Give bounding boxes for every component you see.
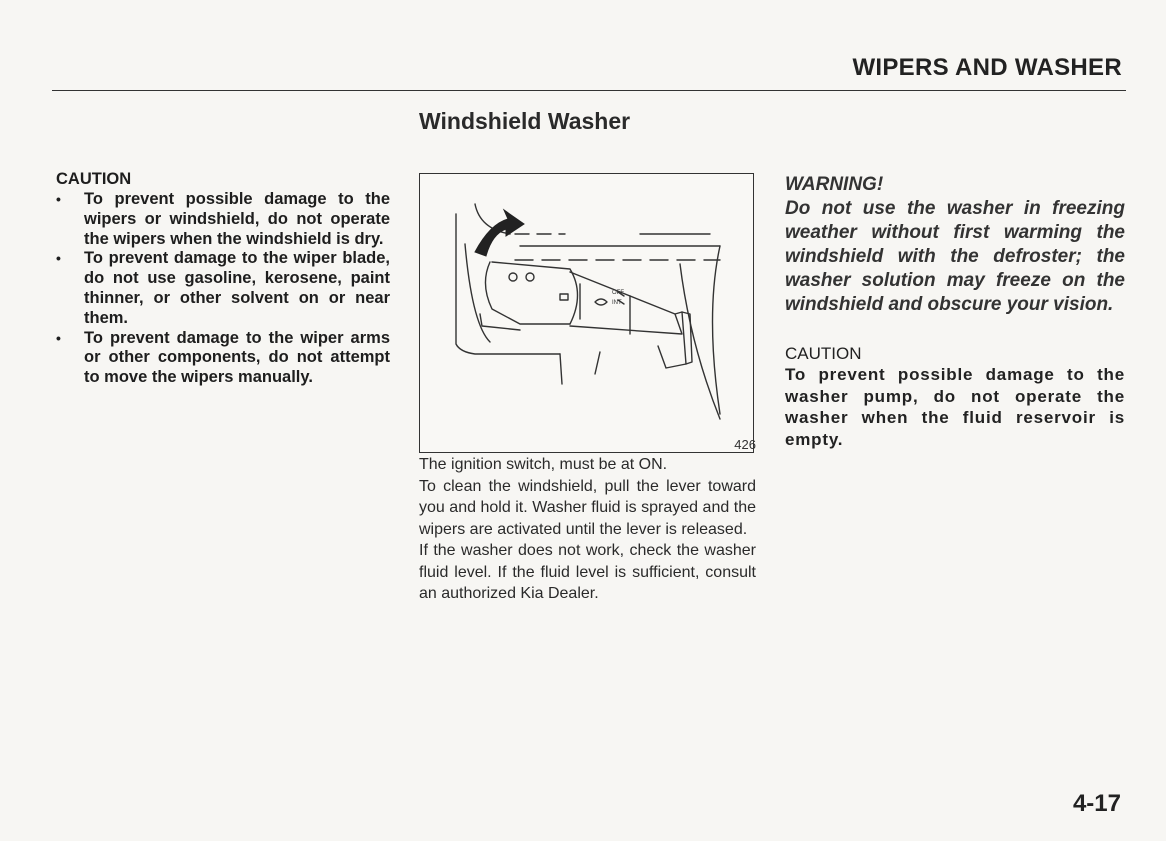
caution-item: • To prevent possible damage to the wipers or windshield, do not operate the wipers when the windshield is dry.	[56, 190, 390, 249]
warning-text: Do not use the washer in freezing weather without first warming the windshield with the defroster; the washer solution may freeze on the windshield and obscure your vision.	[785, 198, 1125, 315]
page-number: 4-17	[1072, 790, 1121, 817]
header-rule	[52, 90, 1126, 91]
left-column	[56, 170, 390, 388]
instruction-paragraph: If the washer does not work, check the washer fluid level. If the fluid level is sufficient, consult an authorized Kia Dealer.	[419, 542, 756, 602]
lever-label-off: OFF	[612, 290, 624, 296]
washer-caution-text: To prevent possible damage to the washer pump, do not operate the washer when the fluid reservoir is empty.	[785, 365, 1125, 449]
caution-item: • To prevent damage to the wiper blade, do not use gasoline, kerosene, paint thinner, or other solvent on or near them.	[56, 249, 390, 328]
middle-column	[419, 454, 756, 605]
right-column	[785, 173, 1125, 450]
header-title: WIPERS AND WASHER	[852, 54, 1122, 81]
section-title: Windshield Washer	[419, 108, 631, 134]
washer-caution-heading: CAUTION	[785, 344, 862, 363]
wiper-lever-illustration	[419, 173, 754, 453]
caution-list	[56, 190, 390, 388]
instruction-paragraph: The ignition switch, must be at ON.	[419, 456, 668, 473]
lever-label-int: INT	[612, 300, 622, 306]
caution-item: • To prevent damage to the wiper arms or other components, do not attempt to move the wipers manually.	[56, 329, 390, 388]
caution-heading: CAUTION	[56, 170, 132, 188]
warning-heading: WARNING!	[785, 174, 884, 195]
instruction-paragraph: To clean the windshield, pull the lever toward you and hold it. Washer fluid is sprayed and the wipers are activated until the lever is released.	[419, 477, 756, 538]
wiper-lever-drawing	[420, 174, 752, 451]
figure-number: 426	[734, 437, 756, 452]
